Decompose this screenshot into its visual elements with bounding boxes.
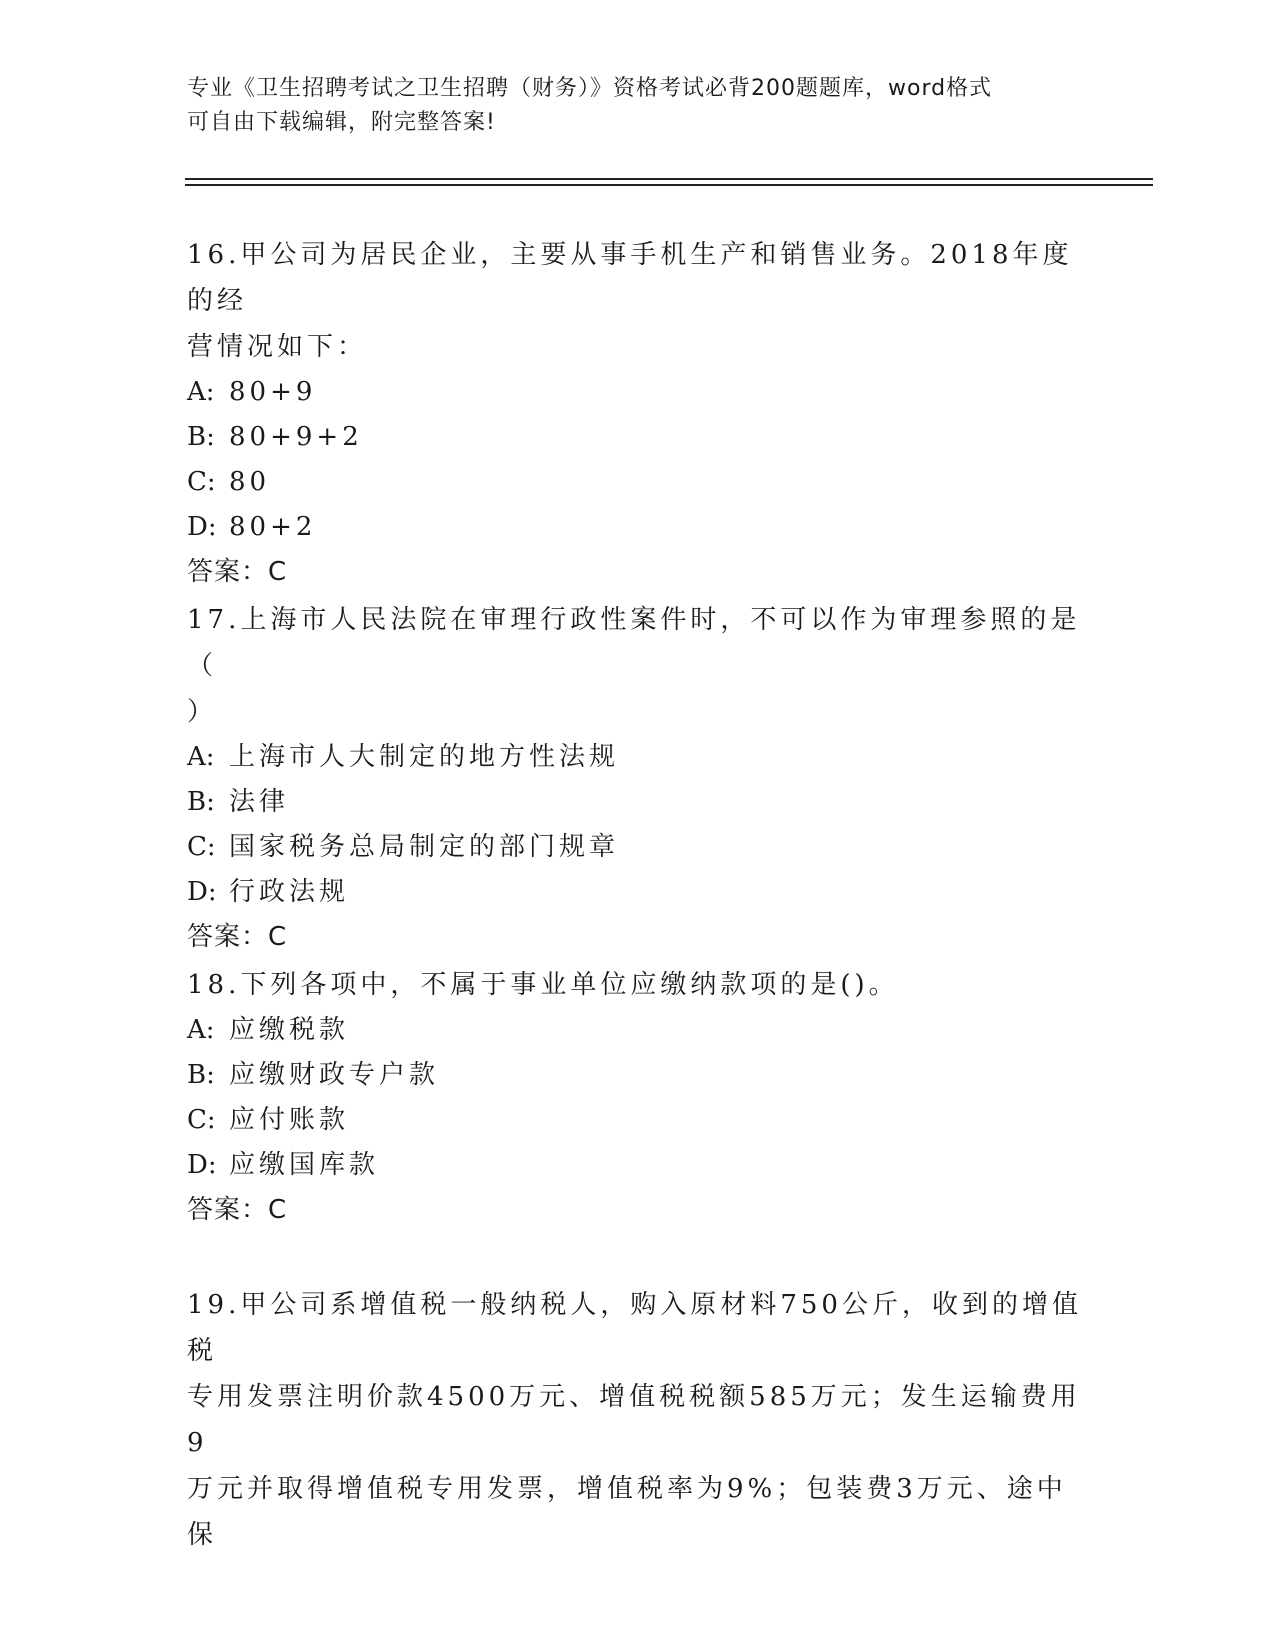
option-text: 应缴国库款 [229,1150,380,1180]
option-text: 国家税务总局制定的部门规章 [229,832,620,862]
header-line-2: 可自由下载编辑，附完整答案! [187,110,496,135]
option-key: D: [187,512,217,542]
question-stem-line: 19.甲公司系增值税一般纳税人，购入原材料750公斤，收到的增值税 [187,1290,1082,1366]
option-text: 上海市人大制定的地方性法规 [229,742,620,772]
option-d [187,870,1087,915]
question-stem-line: 18.下列各项中，不属于事业单位应缴纳款项的是()。 [187,970,899,1000]
option-key: B: [187,1060,215,1090]
question-stem-line: 万元并取得增值税专用发票，增值税率为9%；包装费3万元、途中保 [187,1474,1067,1550]
option-text: 应缴财政专户款 [229,1060,440,1090]
option-text: 80+2 [229,512,317,542]
header-divider [185,184,1153,186]
option-d [187,505,1087,550]
option-text: 应付账款 [229,1105,350,1135]
option-text: 应缴税款 [229,1015,350,1045]
question-stem-line: 专用发票注明价款4500万元、增值税税额585万元；发生运输费用9 [187,1382,1081,1458]
question-19 [187,1282,1087,1558]
question-stem-line: ） [187,697,218,727]
header-divider [185,178,1153,180]
option-b [187,415,1087,460]
option-key: C: [187,1105,216,1135]
question-18 [187,962,1087,1233]
question-stem-line: 16.甲公司为居民企业，主要从事手机生产和销售业务。2018年度的经 [187,240,1073,316]
option-c [187,460,1087,505]
question-stem-line: 营情况如下： [187,332,368,362]
option-text: 行政法规 [229,877,350,907]
page-header [187,72,1087,140]
option-key: A: [187,377,215,407]
question-17 [187,597,1087,960]
question-16 [187,232,1087,595]
option-key: C: [187,832,216,862]
option-d [187,1143,1087,1188]
option-key: B: [187,787,215,817]
option-key: A: [187,742,215,772]
option-text: 法律 [229,787,290,817]
option-c [187,1098,1087,1143]
option-b [187,1053,1087,1098]
answer-label: 答案：C [187,922,288,952]
option-key: D: [187,877,217,907]
option-key: A: [187,1015,215,1045]
option-key: C: [187,467,216,497]
option-text: 80+9+2 [229,422,363,452]
option-key: D: [187,1150,217,1180]
option-c [187,825,1087,870]
option-a [187,735,1087,780]
option-text: 80 [229,467,271,497]
option-a [187,1008,1087,1053]
option-text: 80+9 [229,377,317,407]
header-line-1: 专业《卫生招聘考试之卫生招聘（财务）》资格考试必背200题题库，word格式 [187,76,993,101]
option-b [187,780,1087,825]
answer-label: 答案：C [187,1195,288,1225]
question-stem-line: 17.上海市人民法院在审理行政性案件时，不可以作为审理参照的是（ [187,605,1081,681]
answer-label: 答案：C [187,557,288,587]
option-a [187,370,1087,415]
option-key: B: [187,422,215,452]
